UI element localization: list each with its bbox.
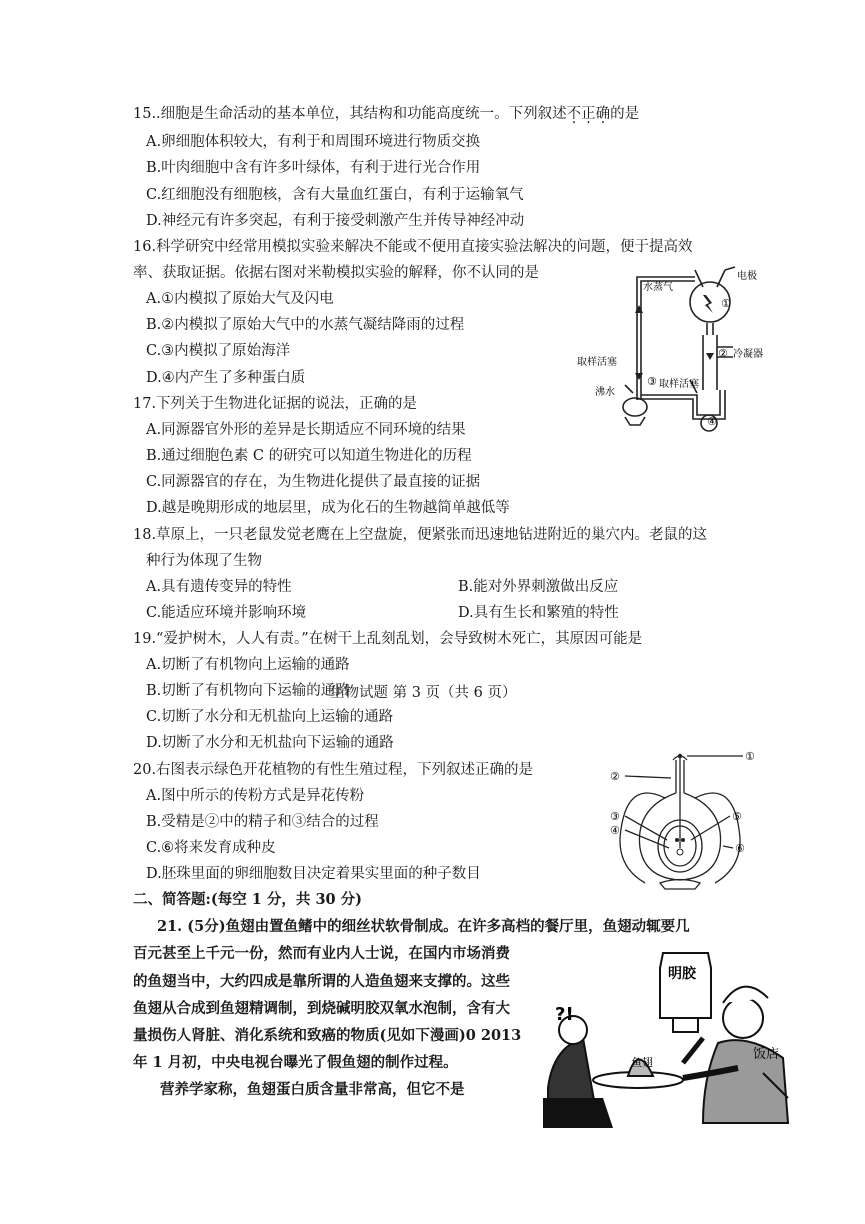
q15-option-c: C.红细胞没有细胞核，含有大量血红蛋白，有利于运输氧气 (146, 187, 524, 203)
label-n1: ① (721, 297, 731, 310)
label-n2: ② (718, 347, 728, 360)
q18-option-d: D.具有生长和繁殖的特性 (458, 605, 619, 621)
q18-option-c: C.能适应环境并影响环境 (146, 605, 307, 621)
q16-option-a: A.①内模拟了原始大气及闪电 (146, 291, 334, 307)
q19-option-d: D.切断了水分和无机盐向下运输的通路 (146, 735, 394, 751)
q21-line6: 年 1 月初，中央电视台曝光了假鱼翅的制作过程。 (133, 1054, 458, 1071)
cartoon-label-restaurant: 饭店 (753, 1047, 780, 1062)
label-electrode: 电极 (737, 271, 757, 282)
q20-stem: 20.右图表示绿色开花植物的有性生殖过程，下列叙述正确的是 (133, 762, 534, 778)
flower-label-n2: ② (610, 770, 620, 783)
label-n3: ③ (647, 375, 657, 388)
label-sampling-right: 取样活塞 (659, 379, 699, 390)
q16-stem-line1: 16.科学研究中经常用模拟实验来解决不能或不便用直接实验法解决的问题，便于提高效 (133, 239, 693, 255)
flower-label-n4: ④ (610, 824, 620, 837)
q21-line4: 鱼翅从合成到鱼翅精调制，到烧碱明胶双氧水泡制，含有大 (133, 1000, 510, 1017)
q20-option-c: C.⑥将来发育成种皮 (146, 840, 276, 856)
q17-option-a: A.同源器官外形的差异是长期适应不同环境的结果 (146, 422, 466, 438)
miller-experiment-figure (575, 265, 775, 440)
q21-line3: 的鱼翅当中，大约四成是靠所谓的人造鱼翅来支撑的。这些 (133, 973, 510, 990)
q21-line1: 21. (5分)鱼翅由置鱼鳍中的细丝状软骨制成。在许多高档的餐厅里，鱼翅动辄要几 (157, 918, 690, 935)
cartoon-exclaim: ?! (555, 1004, 574, 1025)
flower-label-n5: ⑤ (732, 810, 742, 823)
flower-label-n3: ③ (610, 810, 620, 823)
q19-option-b: B.切断了有机物向下运输的通路 (146, 683, 350, 699)
q18-option-a: A.具有遗传变异的特性 (146, 579, 292, 595)
q19-option-c: C.切断了水分和无机盐向上运输的通路 (146, 709, 394, 725)
q20-option-d: D.胚珠里面的卵细胞数目决定着果实里面的种子数目 (146, 866, 481, 882)
label-n4: ④ (707, 415, 717, 428)
cartoon-label-gelatin: 明胶 (668, 966, 696, 982)
section-2-title: 二、简答题:(每空 1 分，共 30 分) (133, 891, 363, 908)
q15-option-a: A.卵细胞体积较大，有利于和周围环境进行物质交换 (146, 134, 481, 150)
q16-option-b: B.②内模拟了原始大气中的水蒸气凝结降雨的过程 (146, 317, 465, 333)
fake-shark-fin-cartoon (543, 948, 793, 1128)
q19-stem: 19.“爱护树木，人人有责。”在树干上乱刻乱划，会导致树木死亡，其原因可能是 (133, 631, 643, 647)
q18-stem-line1: 18.草原上，一只老鼠发觉老鹰在上空盘旋，便紧张而迅速地钻进附近的巢穴内。老鼠的这 (133, 527, 708, 543)
q16-stem-line2: 率、获取证据。依据右图对米勒模拟实验的解释，你不认同的是 (133, 265, 539, 281)
q17-option-d: D.越是晚期形成的地层里，成为化石的生物越简单越低等 (146, 500, 510, 516)
q21-line2: 百元甚至上千元一份，然而有业内人士说，在国内市场消费 (133, 945, 510, 962)
cartoon-label-fin: 鱼翅 (631, 1056, 653, 1069)
q19-option-a: A.切断了有机物向上运输的通路 (146, 657, 350, 673)
flower-label-n6: ⑥ (735, 842, 745, 855)
q17-option-b: B.通过细胞色素 C 的研究可以知道生物进化的历程 (146, 448, 472, 464)
page-footer-overlay: 生物试题 第 3 页（共 6 页） (330, 685, 517, 701)
q18-option-b: B.能对外界刺激做出反应 (458, 579, 619, 595)
q17-stem: 17.下列关于生物进化证据的说法，正确的是 (133, 396, 418, 412)
label-condenser: 冷凝器 (733, 349, 763, 360)
q15-option-d: D.神经元有许多突起，有利于接受刺激产生并传导神经冲动 (146, 213, 525, 229)
flower-fertilization-figure (605, 748, 770, 890)
flower-label-n1: ① (745, 750, 755, 763)
q20-option-a: A.图中所示的传粉方式是异花传粉 (146, 788, 365, 804)
label-water-vapor: 水蒸气 (643, 282, 673, 293)
label-boiling-water: 沸水 (595, 387, 615, 398)
q15-option-b: B.叶肉细胞中含有许多叶绿体，有利于进行光合作用 (146, 160, 481, 176)
q16-option-d: D.④内产生了多种蛋白质 (146, 370, 306, 386)
q21-line5: 量损伤人肾脏、消化系统和致癌的物质(见如下漫画)0 2013 (133, 1027, 522, 1044)
q16-option-c: C.③内模拟了原始海洋 (146, 343, 291, 359)
q20-option-b: B.受精是②中的精子和③结合的过程 (146, 814, 379, 830)
q18-stem-line2: 种行为体现了生物 (146, 553, 262, 569)
q15-stem: 15..细胞是生命活动的基本单位，其结构和功能高度统一。下列叙述不正确的是 (133, 106, 640, 122)
q17-option-c: C.同源器官的存在，为生物进化提供了最直接的证据 (146, 474, 481, 490)
q21-line7: 营养学家称，鱼翅蛋白质含量非常高，但它不是 (160, 1081, 465, 1098)
label-sampling-left: 取样活塞 (577, 357, 617, 368)
